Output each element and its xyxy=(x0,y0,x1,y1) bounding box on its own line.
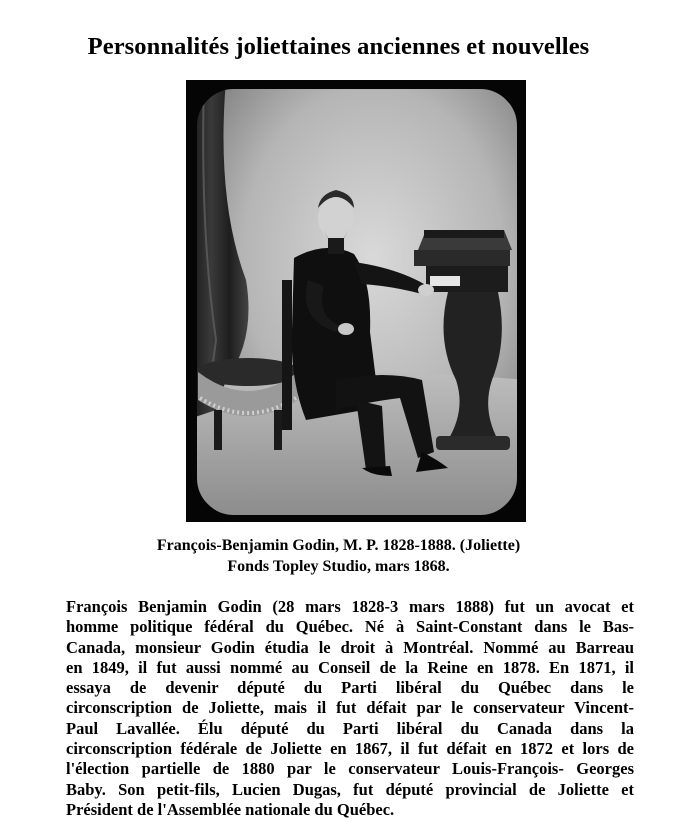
portrait-photo-graphic xyxy=(186,80,526,522)
caption-line-2: Fonds Topley Studio, mars 1868. xyxy=(227,558,450,575)
page-title: Personnalités joliettaines anciennes et nouvelles xyxy=(87,33,590,60)
photo-caption xyxy=(0,535,677,577)
biography-line: circonscription de Joliette, mais il fut défait par le conservateur Vincent- xyxy=(66,698,634,718)
biography-line: homme politique fédéral du Québec. Né à Saint-Constant dans le Bas- xyxy=(66,617,634,637)
biography-line: Canada, monsieur Godin étudia le droit à Montréal. Nommé au Barreau xyxy=(66,637,634,657)
biography-line: Baby. Son petit-fils, Lucien Dugas, fut député provincial de Joliette et xyxy=(66,779,634,799)
biography-line: en 1849, il fut aussi nommé au Conseil de la Reine en 1878. En 1871, il xyxy=(66,657,634,677)
biography-line: l'élection partielle de 1880 par le conservateur Louis-François- Georges xyxy=(66,759,634,779)
portrait-photo xyxy=(186,80,526,522)
biography-line: François Benjamin Godin (28 mars 1828-3 mars 1888) fut un avocat et xyxy=(66,597,634,616)
biography-line: Paul Lavallée. Élu député du Parti libéral du Canada dans la xyxy=(66,718,634,738)
caption-line-1: François-Benjamin Godin, M. P. 1828-1888. (Joliette) xyxy=(156,537,521,554)
biography-line: essaya de devenir député du Parti libéral du Québec dans le xyxy=(66,678,634,698)
biography-line: Président de l'Assemblée nationale du Québec. xyxy=(66,799,395,819)
biography-line: circonscription fédérale de Joliette en 1867, il fut défait en 1872 et lors de xyxy=(66,739,634,759)
biography-paragraph xyxy=(66,597,634,820)
